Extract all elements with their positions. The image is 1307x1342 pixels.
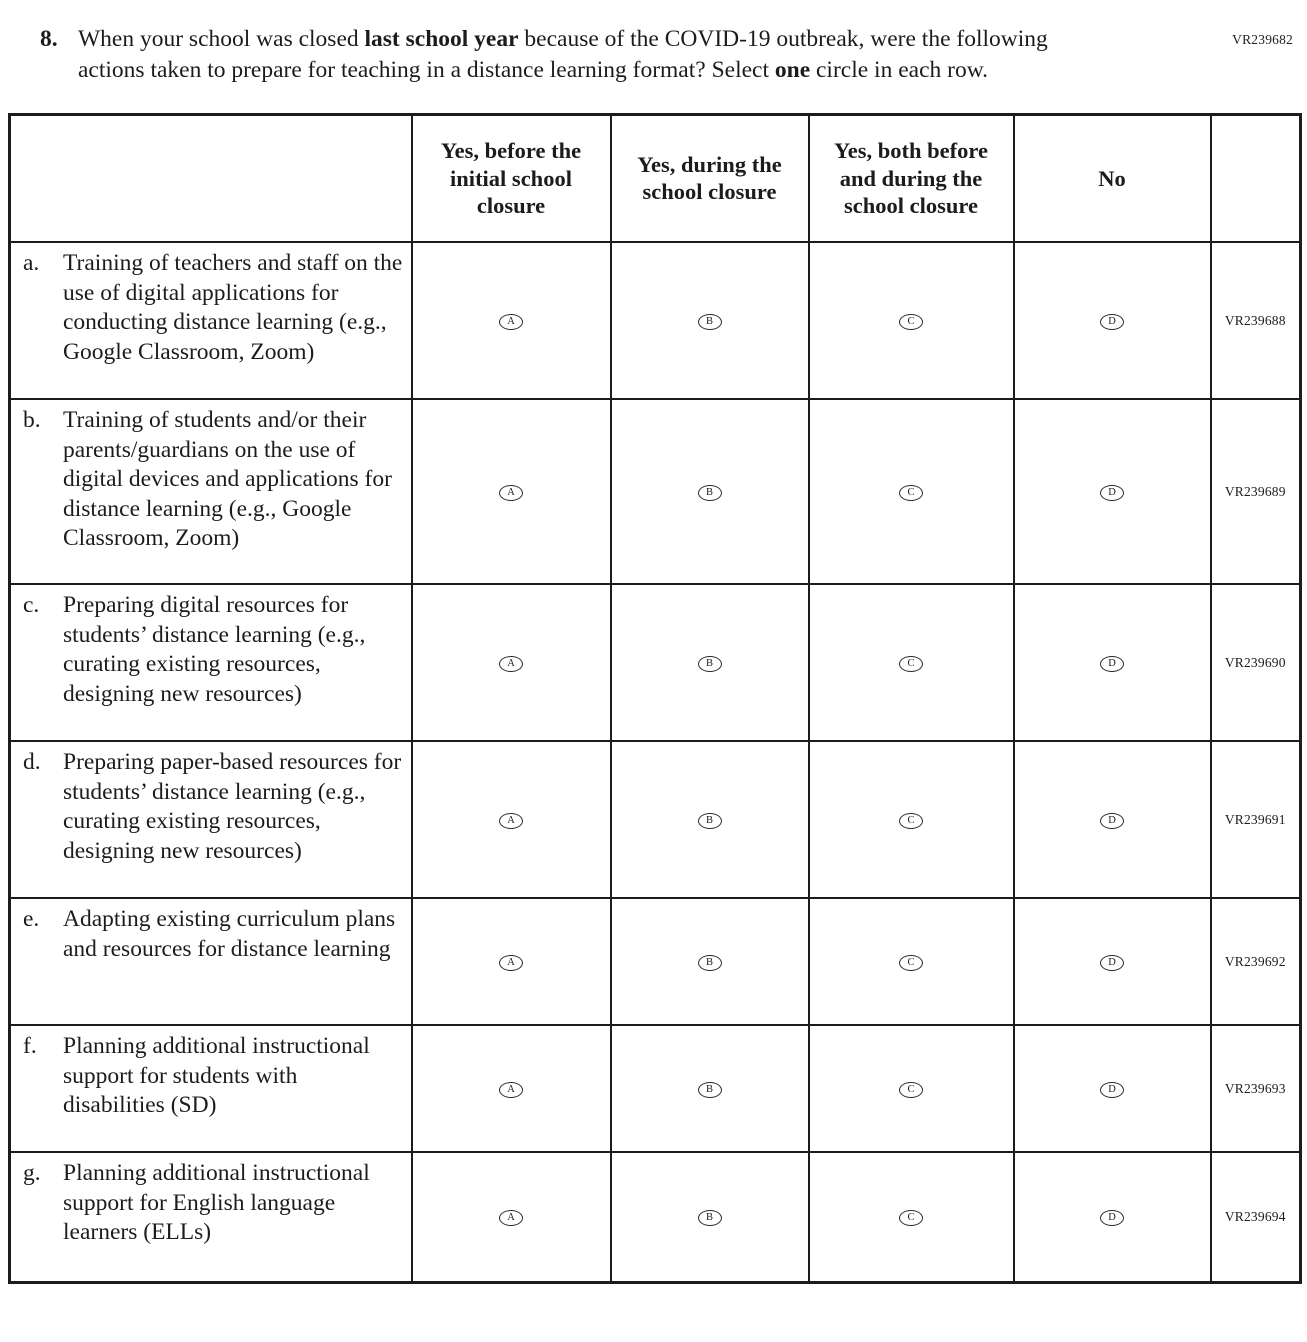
row-code: VR239689 — [1211, 399, 1301, 584]
row-label-column-header — [10, 114, 412, 242]
row-letter: b. — [23, 407, 41, 433]
question-bold-1: last school year — [364, 26, 519, 52]
option-cell — [809, 399, 1014, 584]
option-bubble-d-row-g[interactable] — [1100, 1210, 1124, 1226]
table-row-e — [10, 898, 1301, 1025]
row-code: VR239694 — [1211, 1152, 1301, 1282]
option-letter: C — [907, 487, 915, 498]
option-cell — [1014, 898, 1211, 1025]
option-letter: C — [907, 1212, 915, 1224]
option-bubble-d-row-a[interactable] — [1100, 314, 1124, 330]
row-code: VR239690 — [1211, 584, 1301, 741]
column-header-yes-before: Yes, before the initial school closure — [412, 114, 611, 242]
row-code: VR239691 — [1211, 741, 1301, 898]
option-bubble-d-row-c[interactable] — [1100, 656, 1124, 672]
column-header-no: No — [1014, 114, 1211, 242]
row-label: Training of teachers and staff on the use of digital applications for conducting distance learning (e.g., Google Classroom, Zoom) — [63, 250, 403, 365]
option-bubble-c-row-f[interactable] — [899, 1082, 923, 1098]
option-bubble-b-row-b[interactable] — [698, 485, 722, 501]
option-cell — [611, 1152, 809, 1282]
row-letter: f. — [23, 1033, 37, 1059]
option-cell — [412, 1025, 611, 1152]
question-text — [78, 24, 1088, 87]
option-letter: D — [1108, 1212, 1116, 1224]
option-cell — [1014, 242, 1211, 399]
option-bubble-c-row-g[interactable] — [899, 1210, 923, 1226]
option-bubble-a-row-d[interactable] — [499, 813, 523, 829]
row-label-cell — [10, 1025, 412, 1152]
column-header-yes-during: Yes, during the school closure — [611, 114, 809, 242]
option-letter: C — [907, 815, 915, 826]
option-bubble-c-row-c[interactable] — [899, 656, 923, 672]
option-letter: A — [507, 658, 515, 669]
option-letter: B — [705, 487, 713, 498]
option-letter: B — [705, 815, 713, 826]
option-cell — [611, 741, 809, 898]
question-bold-2: one — [774, 57, 811, 84]
option-cell — [1014, 1152, 1211, 1282]
option-letter: B — [705, 1212, 713, 1224]
row-code: VR239688 — [1211, 242, 1301, 399]
question-text-part-2: because of the COVID-19 outbreak, were the following actions taken to prepare for teaching in a distance learning format? Select — [78, 26, 1048, 84]
option-cell — [809, 1025, 1014, 1152]
response-matrix-table — [8, 113, 1302, 1284]
option-cell — [1014, 1025, 1211, 1152]
row-letter: g. — [23, 1160, 41, 1186]
row-label: Planning additional instructional support for English language learners (ELLs) — [63, 1160, 370, 1246]
option-bubble-d-row-b[interactable] — [1100, 485, 1124, 501]
row-label: Adapting existing curriculum plans and resources for distance learning — [63, 906, 396, 962]
option-cell — [809, 242, 1014, 399]
option-letter: B — [705, 1084, 713, 1095]
option-bubble-a-row-e[interactable] — [499, 955, 523, 971]
option-letter: D — [1108, 487, 1116, 498]
option-cell — [611, 584, 809, 741]
table-row-a — [10, 242, 1301, 399]
option-bubble-d-row-f[interactable] — [1100, 1082, 1124, 1098]
option-cell — [1014, 741, 1211, 898]
option-bubble-b-row-a[interactable] — [698, 314, 722, 330]
option-cell — [611, 399, 809, 584]
row-label-cell — [10, 584, 412, 741]
option-letter: A — [507, 957, 515, 968]
option-bubble-b-row-c[interactable] — [698, 656, 722, 672]
option-bubble-b-row-e[interactable] — [698, 955, 722, 971]
option-letter: A — [507, 1084, 515, 1095]
option-cell — [412, 242, 611, 399]
option-cell — [809, 741, 1014, 898]
row-label-cell — [10, 898, 412, 1025]
option-cell — [809, 898, 1014, 1025]
option-bubble-c-row-b[interactable] — [899, 485, 923, 501]
option-letter: B — [705, 658, 713, 669]
option-cell — [809, 1152, 1014, 1282]
row-label: Preparing paper-based resources for students’ distance learning (e.g., curating existing resources, designing new resources) — [63, 749, 402, 864]
option-cell — [412, 898, 611, 1025]
row-label-cell — [10, 242, 412, 399]
option-bubble-a-row-c[interactable] — [499, 656, 523, 672]
question-number: 8. — [40, 26, 58, 52]
option-letter: C — [907, 658, 915, 669]
row-letter: d. — [23, 749, 41, 775]
row-label-cell — [10, 741, 412, 898]
option-letter: D — [1108, 1084, 1116, 1095]
question-block — [40, 24, 1277, 87]
option-bubble-d-row-e[interactable] — [1100, 955, 1124, 971]
option-letter: C — [907, 1084, 915, 1095]
row-letter: a. — [23, 250, 40, 276]
option-letter: A — [507, 316, 515, 327]
row-letter: e. — [23, 906, 40, 932]
row-code: VR239692 — [1211, 898, 1301, 1025]
row-code: VR239693 — [1211, 1025, 1301, 1152]
option-cell — [809, 584, 1014, 741]
row-label-cell — [10, 1152, 412, 1282]
option-letter: D — [1108, 316, 1116, 327]
table-row-b — [10, 399, 1301, 584]
column-header-yes-both: Yes, both before and during the school closure — [809, 114, 1014, 242]
table-row-g — [10, 1152, 1301, 1282]
option-bubble-a-row-f[interactable] — [499, 1082, 523, 1098]
row-label: Training of students and/or their parents/guardians on the use of digital devices and applications for distance learning (e.g., Google Classroom, Zoom) — [63, 407, 392, 552]
option-letter: D — [1108, 658, 1116, 669]
table-row-c — [10, 584, 1301, 741]
option-bubble-b-row-g[interactable] — [698, 1210, 722, 1226]
option-bubble-c-row-e[interactable] — [899, 955, 923, 971]
option-letter: C — [907, 957, 915, 968]
row-label: Planning additional instructional support for students with disabilities (SD) — [63, 1033, 370, 1119]
option-bubble-d-row-d[interactable] — [1100, 813, 1124, 829]
option-letter: A — [507, 487, 515, 498]
question-text-part-1: When your school was closed — [78, 26, 365, 52]
option-letter: B — [705, 957, 713, 968]
option-letter: B — [705, 316, 713, 327]
option-bubble-c-row-a[interactable] — [899, 314, 923, 330]
option-letter: A — [507, 815, 515, 826]
option-cell — [611, 898, 809, 1025]
option-cell — [412, 1152, 611, 1282]
option-bubble-a-row-a[interactable] — [499, 314, 523, 330]
option-letter: D — [1108, 957, 1116, 968]
table-body — [10, 242, 1301, 1282]
question-text-part-3: circle in each row. — [810, 57, 989, 84]
table-row-f — [10, 1025, 1301, 1152]
option-letter: C — [907, 316, 915, 327]
option-bubble-c-row-d[interactable] — [899, 813, 923, 829]
header-row — [10, 114, 1301, 242]
option-cell — [611, 1025, 809, 1152]
row-label-cell — [10, 399, 412, 584]
option-cell — [412, 741, 611, 898]
option-bubble-b-row-f[interactable] — [698, 1082, 722, 1098]
page-form-code: VR239682 — [1232, 32, 1293, 47]
option-cell — [1014, 399, 1211, 584]
option-bubble-a-row-g[interactable] — [499, 1210, 523, 1226]
option-cell — [412, 399, 611, 584]
option-letter: D — [1108, 815, 1116, 826]
option-cell — [611, 242, 809, 399]
code-column-header — [1211, 114, 1301, 242]
table-row-d — [10, 741, 1301, 898]
option-bubble-b-row-d[interactable] — [698, 813, 722, 829]
option-bubble-a-row-b[interactable] — [499, 485, 523, 501]
option-letter: A — [507, 1212, 515, 1224]
row-letter: c. — [23, 592, 40, 618]
option-cell — [412, 584, 611, 741]
option-cell — [1014, 584, 1211, 741]
row-label: Preparing digital resources for students’ distance learning (e.g., curating existing resources, designing new resources) — [63, 592, 366, 707]
